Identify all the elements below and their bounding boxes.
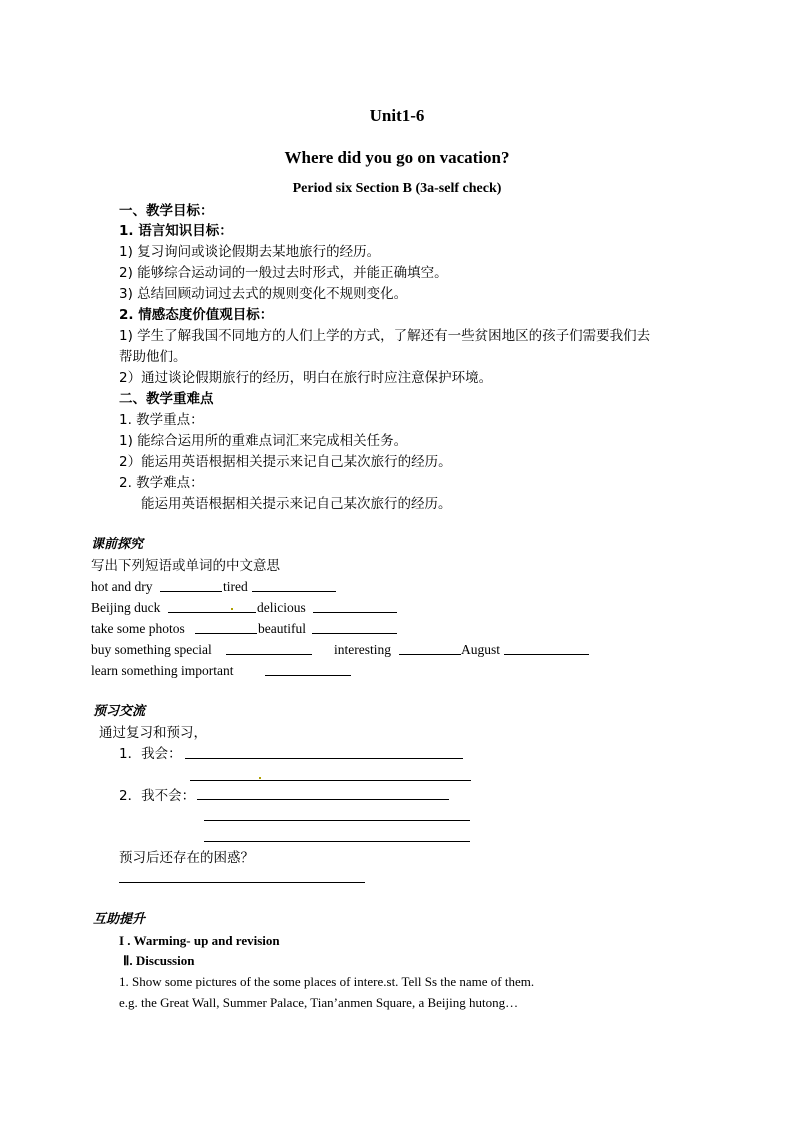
word-delicious: delicious: [257, 600, 306, 615]
answer-blank[interactable]: [504, 654, 589, 655]
word-beijing-duck: Beijing duck: [91, 600, 161, 615]
attitude-goal-1-cont: 帮助他们。: [119, 349, 187, 365]
question-prompt: 预习后还存在的困惑？: [119, 850, 254, 866]
answer-blank[interactable]: [195, 633, 257, 634]
word-buy-special: buy something special: [91, 642, 212, 657]
word-interesting: interesting: [334, 642, 391, 657]
exchange-heading: 预习交流: [93, 704, 146, 719]
difficulty-item: 能运用英语根据相关提示来记自己某次旅行的经历。: [141, 496, 452, 512]
exchange-intro: 通过复习和预习，: [99, 725, 207, 741]
question-answer-line[interactable]: [119, 882, 365, 883]
answer-blank[interactable]: [252, 591, 336, 592]
answer-blank[interactable]: [399, 654, 461, 655]
knowledge-goal-3: 3) 总结回顾动词过去式的规则变化不规则变化。: [119, 286, 408, 302]
word-take-photos: take some photos: [91, 621, 185, 636]
difficulty-label: 2. 教学难点：: [119, 475, 204, 491]
preview-heading: 课前探究: [91, 537, 144, 552]
discussion-item-1: 1. Show some pictures of the some places of intere.st. Tell Ss the name of them.: [119, 974, 535, 989]
answer-blank[interactable]: [312, 633, 397, 634]
cannot-label: 2．我不会：: [119, 788, 196, 804]
answer-blank[interactable]: [168, 612, 256, 613]
can-label: 1．我会：: [119, 746, 182, 762]
word-beautiful: beautiful: [258, 621, 306, 636]
answer-blank[interactable]: [265, 675, 351, 676]
discussion-example: e.g. the Great Wall, Summer Palace, Tian’anmen Square, a Beijing hutong…: [119, 995, 519, 1010]
answer-blank[interactable]: [226, 654, 312, 655]
attitude-goal-1: 1) 学生了解我国不同地方的人们上学的方式，了解还有一些贫困地区的孩子们需要我们去: [119, 328, 651, 344]
word-august: August: [461, 642, 501, 657]
stray-mark: [231, 608, 233, 610]
stray-mark: [259, 777, 261, 779]
word-tired: tired: [223, 579, 248, 594]
word-hot-and-dry: hot and dry: [91, 579, 153, 594]
answer-blank[interactable]: [313, 612, 397, 613]
knowledge-goal-1: 1) 复习询问或谈论假期去某地旅行的经历。: [119, 244, 381, 260]
focus-item-2: 2）能运用英语根据相关提示来记自己某次旅行的经历。: [119, 454, 452, 470]
step-discussion: Ⅱ. Discussion: [123, 953, 195, 968]
word-learn-important: learn something important: [91, 663, 234, 678]
key-points-heading: 二、教学重难点: [119, 391, 214, 407]
can-answer-line[interactable]: [185, 758, 463, 759]
cannot-answer-line[interactable]: [204, 841, 470, 842]
cannot-answer-line[interactable]: [197, 799, 449, 800]
attitude-goals-heading: 2. 情感态度价值观目标：: [119, 307, 274, 323]
cannot-answer-line[interactable]: [204, 820, 470, 821]
can-answer-line[interactable]: [190, 780, 471, 781]
answer-blank[interactable]: [160, 591, 222, 592]
step-warming-up: I . Warming- up and revision: [119, 933, 280, 948]
lesson-title: Where did you go on vacation?: [284, 148, 510, 167]
attitude-goal-2: 2）通过谈论假期旅行的经历，明白在旅行时应注意保护环境。: [119, 370, 493, 386]
focus-label: 1. 教学重点：: [119, 412, 204, 428]
improve-heading: 互助提升: [93, 912, 146, 927]
knowledge-goal-2: 2) 能够综合运动词的一般过去时形式，并能正确填空。: [119, 265, 448, 281]
period-subtitle: Period six Section B (3a-self check): [292, 181, 502, 196]
preview-instruction: 写出下列短语或单词的中文意思: [91, 558, 280, 574]
knowledge-goals-heading: 1. 语言知识目标：: [119, 223, 233, 239]
goals-heading: 一、教学目标：: [119, 203, 214, 219]
unit-title: Unit1-6: [369, 106, 425, 125]
focus-item-1: 1) 能综合运用所的重难点词汇来完成相关任务。: [119, 433, 408, 449]
